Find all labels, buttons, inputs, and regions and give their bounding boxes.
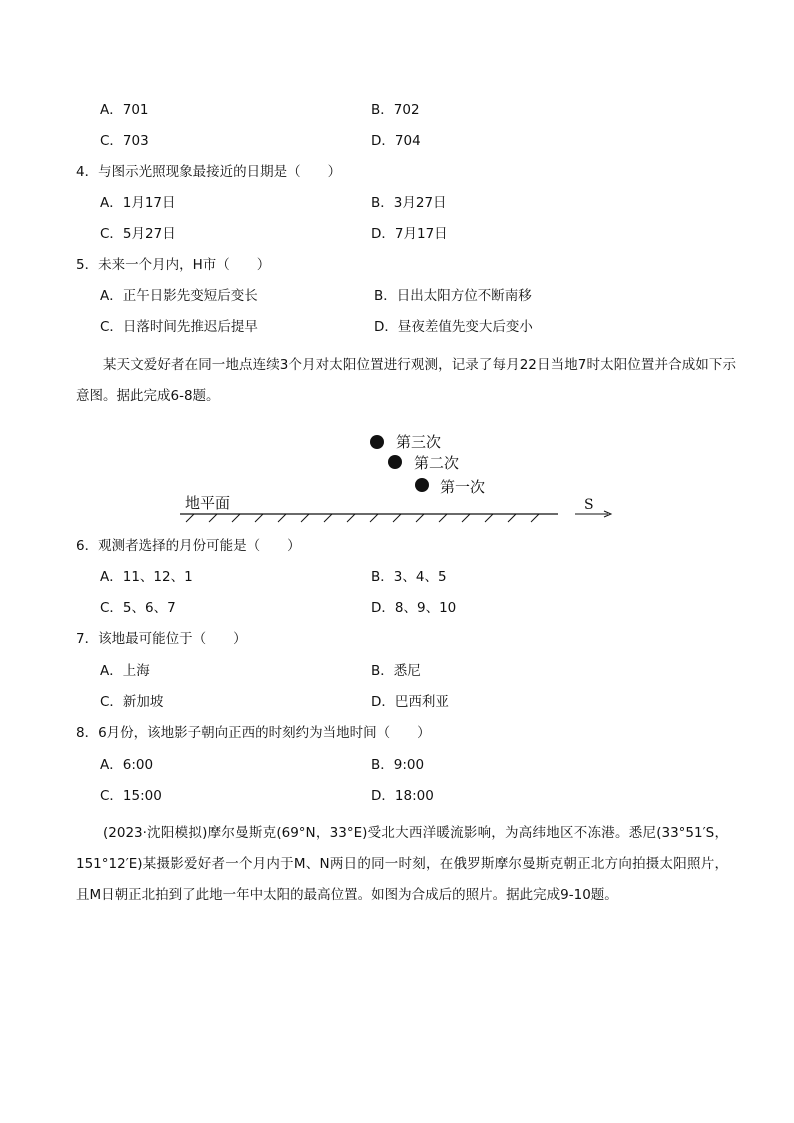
sun-third-marker xyxy=(370,435,384,449)
q6-stem: 6．观测者选择的月份可能是（ ） xyxy=(76,538,301,554)
q4-option-b: B．3月27日 xyxy=(371,195,447,211)
q8-option-a: A．6:00 xyxy=(100,757,154,773)
q4-stem: 4．与图示光照现象最接近的日期是（ ） xyxy=(76,164,342,180)
q7-option-d: D．巴西利亚 xyxy=(371,694,449,710)
passage-9-10: (2023·沈阳模拟)摩尔曼斯克(69°N，33°E)受北大西洋暖流影响，为高纬地区不冻港。悉尼(33°51′S，151°12′E)某摄影爱好者一个月内于M、N两日的同一时刻，在俄罗斯摩尔曼斯克朝正北方向拍摄太阳照片，且M日朝正北拍到了此地一年中太阳的最高位置。如图为合成后的照片。据此完成9-10题。 xyxy=(76,825,728,903)
sun-third-label: 第三次 xyxy=(396,433,442,451)
q8-option-d: D．18:00 xyxy=(371,788,434,804)
q7-stem: 7．该地最可能位于（ ） xyxy=(76,631,247,647)
q5-option-a: A．正午日影先变短后变长 xyxy=(100,288,258,304)
q6-option-c: C．5、6、7 xyxy=(100,600,176,616)
q3-option-d: D．704 xyxy=(371,133,421,149)
q8-stem: 8．6月份，该地影子朝向正西的时刻约为当地时间（ ） xyxy=(76,725,431,741)
q4-option-c: C．5月27日 xyxy=(100,226,176,242)
q8-option-b: B．9:00 xyxy=(371,757,425,773)
sun-first-marker xyxy=(415,478,429,492)
q6-option-a: A．11、12、1 xyxy=(100,569,193,585)
q4-option-d: D．7月17日 xyxy=(371,226,448,242)
q7-option-b: B．悉尼 xyxy=(371,663,421,679)
q6-option-d: D．8、9、10 xyxy=(371,600,457,616)
q8-option-c: C．15:00 xyxy=(100,788,162,804)
sun-second-label: 第二次 xyxy=(414,454,460,472)
passage-6-8: 某天文爱好者在同一地点连续3个月对太阳位置进行观测，记录了每月22日当地7时太阳位置并合成如下示意图。据此完成6-8题。 xyxy=(76,357,736,404)
q3-option-a: A．701 xyxy=(100,102,149,118)
q7-option-a: A．上海 xyxy=(100,663,150,679)
q5-stem: 5．未来一个月内，H市（ ） xyxy=(76,257,271,273)
q3-option-b: B．702 xyxy=(371,102,420,118)
q5-option-d: D．昼夜差值先变大后变小 xyxy=(374,319,533,335)
q3-option-c: C．703 xyxy=(100,133,149,149)
ground-hatching xyxy=(186,514,539,522)
q5-option-b: B．日出太阳方位不断南移 xyxy=(374,288,532,304)
q6-option-b: B．3、4、5 xyxy=(371,569,447,585)
q7-option-c: C．新加坡 xyxy=(100,694,164,710)
sun-first-label: 第一次 xyxy=(440,478,486,496)
q5-option-c: C．日落时间先推迟后提早 xyxy=(100,319,258,335)
sun-second-marker xyxy=(388,455,402,469)
sun-position-figure xyxy=(170,425,630,525)
south-label: S xyxy=(584,497,594,513)
ground-label: 地平面 xyxy=(185,494,231,512)
q4-option-a: A．1月17日 xyxy=(100,195,176,211)
